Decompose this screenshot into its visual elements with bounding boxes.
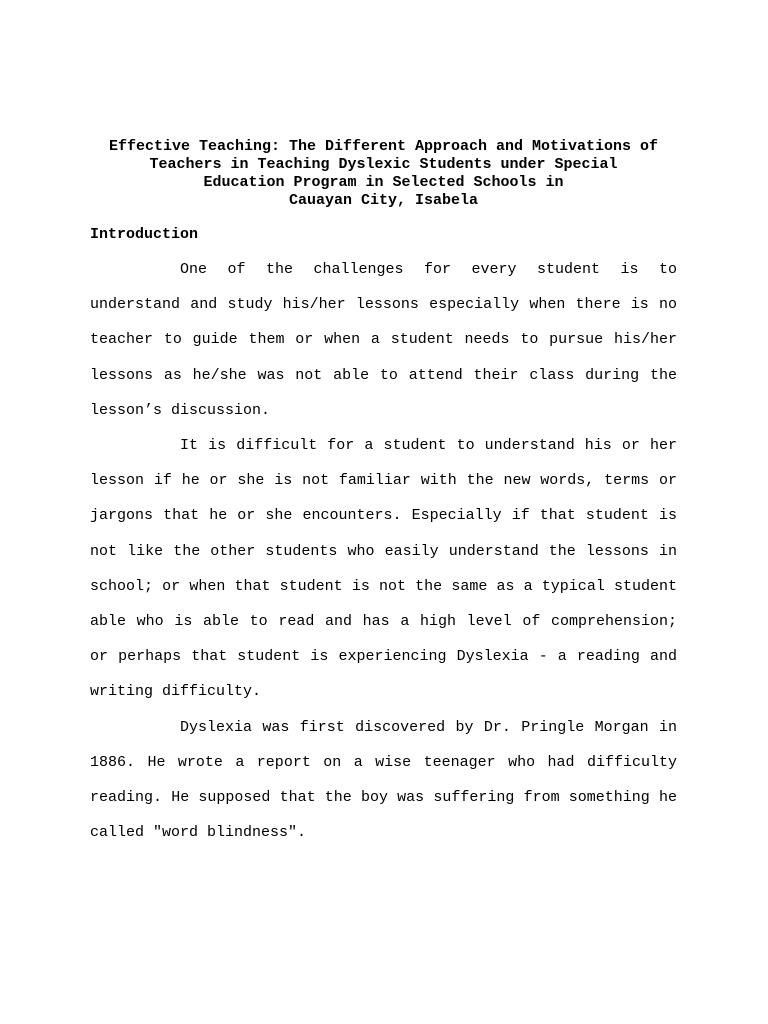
section-heading-introduction: Introduction — [90, 226, 199, 243]
body-paragraph: It is difficult for a student to understand his or her lesson if he or she is not familiar with the new words, terms or jargons that he or she encounters. Especially if that student is not like the other students who easily understand the lessons in school; or when that student is not the same as a typical student able who is able to read and has a high level of comprehension; or perhaps that student is experiencing Dyslexia - a reading and writing difficulty. — [90, 437, 677, 701]
body-paragraph: Dyslexia was first discovered by Dr. Pringle Morgan in 1886. He wrote a report on a wise teenager who had difficulty reading. He supposed that the boy was suffering from something he called "word blindness". — [90, 718, 677, 842]
title-line: Effective Teaching: The Different Approach and Motivations of — [108, 138, 659, 155]
document-title — [90, 138, 677, 210]
body-paragraph: One of the challenges for every student is to understand and study his/her lessons especially when there is no teacher to guide them or when a student needs to pursue his/her lessons as he/she was not able to attend their class during the lesson’s discussion. — [90, 261, 677, 419]
title-line: Cauayan City, Isabela — [288, 192, 479, 209]
title-line: Education Program in Selected Schools in — [203, 174, 564, 191]
document-page — [90, 138, 677, 850]
title-line: Teachers in Teaching Dyslexic Students under Special — [149, 156, 618, 173]
